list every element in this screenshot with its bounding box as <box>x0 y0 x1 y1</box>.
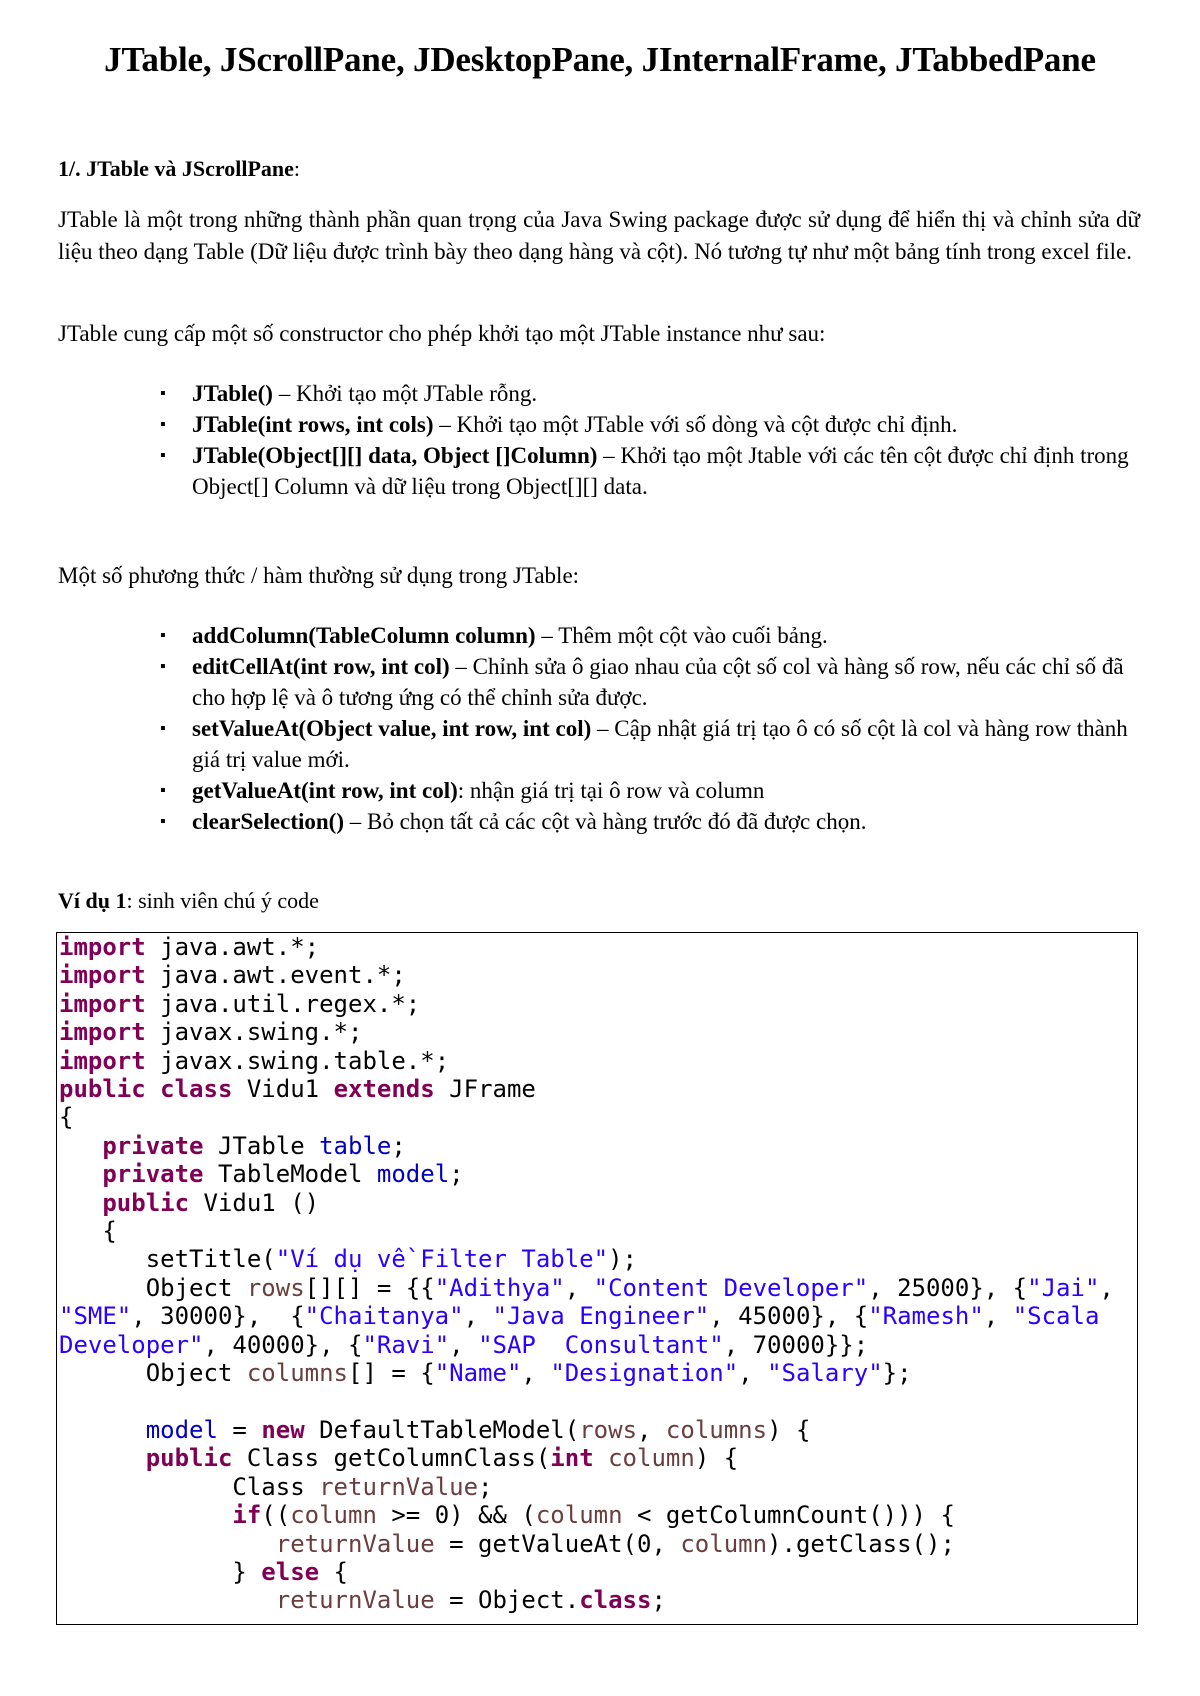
code-token: rows <box>246 1273 305 1302</box>
code-line <box>59 1018 362 1046</box>
section-heading-text: 1/. JTable và JScrollPane <box>58 156 294 181</box>
code-line <box>59 1132 406 1160</box>
methods-intro: Một số phương thức / hàm thường sử dụng trong JTable: <box>58 563 580 588</box>
code-line <box>59 1274 1114 1302</box>
bullet-icon: ▪ <box>160 416 166 433</box>
code-line <box>59 1473 493 1501</box>
bullet-icon: ▪ <box>160 627 166 644</box>
code-token: , <box>1099 1273 1114 1302</box>
example-heading <box>58 888 319 914</box>
code-token <box>59 1189 102 1217</box>
bullet-icon: ▪ <box>160 658 166 675</box>
code-line <box>59 1245 637 1273</box>
code-token: java.util.regex.*; <box>145 989 421 1018</box>
code-token: , <box>449 1330 479 1359</box>
example-label-suffix: : sinh viên chú ý code <box>126 888 319 913</box>
code-token <box>594 1444 608 1472</box>
code-token: Class <box>59 1472 320 1501</box>
code-token: "Chaitanya" <box>304 1302 464 1331</box>
code-token: Class getColumnClass( <box>232 1444 551 1473</box>
code-token: public <box>145 1444 233 1473</box>
code-line <box>59 1558 348 1586</box>
constructor-signature: JTable() <box>192 381 273 406</box>
code-token: = <box>217 1415 262 1444</box>
code-token: rows <box>579 1415 638 1444</box>
code-token: extends <box>333 1075 435 1104</box>
code-token: , <box>983 1302 1013 1331</box>
list-item <box>160 620 1135 651</box>
code-line <box>59 990 420 1018</box>
code-token: { <box>59 1103 74 1132</box>
code-token: column <box>290 1501 377 1530</box>
code-token: column <box>608 1444 695 1473</box>
code-token: import <box>59 961 146 990</box>
code-token: javax.swing.table.*; <box>145 1046 450 1075</box>
constructor-signature: JTable(int rows, int cols) <box>192 412 434 437</box>
code-token: Developer" <box>59 1330 204 1359</box>
code-token: "Name" <box>434 1359 522 1388</box>
code-token: new <box>261 1415 305 1444</box>
code-token: , 25000}, { <box>868 1273 1028 1302</box>
code-token: = Object. <box>434 1586 580 1615</box>
code-line <box>59 1160 464 1188</box>
code-token: setTitle( <box>59 1245 276 1274</box>
intro-paragraph: JTable là một trong những thành phần quan trọng của Java Swing package được sử dụng để hiển thị và chỉnh sửa dữ liệu theo dạng Table (Dữ liệu được trình bày theo dạng hàng và cột). Nó tương tự như một bảng tính trong excel file. <box>58 207 1140 264</box>
bullet-icon: ▪ <box>160 447 166 464</box>
method-description: : nhận giá trị tại ô row và column <box>457 778 765 803</box>
code-token: ) { <box>694 1444 739 1473</box>
section-heading-suffix: : <box>293 156 301 181</box>
code-token <box>59 1416 146 1444</box>
code-token: import <box>59 1018 146 1047</box>
list-item <box>160 440 1135 502</box>
method-description: – Thêm một cột vào cuối bảng. <box>535 623 828 648</box>
code-token <box>59 1132 102 1160</box>
code-token: private <box>102 1131 204 1160</box>
code-line <box>59 1530 955 1558</box>
code-token: { <box>59 1217 117 1246</box>
code-token: { <box>319 1557 348 1586</box>
code-listing <box>57 933 1137 1615</box>
constructor-signature: JTable(Object[][] data, Object []Column) <box>192 443 598 468</box>
methods-list <box>160 620 1135 837</box>
bullet-icon: ▪ <box>160 720 166 737</box>
section-heading <box>58 156 300 182</box>
code-token: returnValue <box>275 1586 435 1615</box>
page-title: JTable, JScrollPane, JDesktopPane, JInternalFrame, JTabbedPane <box>104 40 1096 79</box>
code-line <box>59 1331 868 1359</box>
example-label: Ví dụ 1 <box>58 888 127 913</box>
code-token: = getValueAt(0, <box>434 1529 681 1558</box>
code-block <box>56 932 1138 1624</box>
code-token: columns <box>665 1415 768 1444</box>
code-line <box>59 1189 319 1217</box>
code-token: int <box>550 1444 594 1473</box>
code-token: ).getClass(); <box>767 1529 955 1558</box>
code-token: java.awt.event.*; <box>145 961 406 990</box>
bullet-icon: ▪ <box>160 782 166 799</box>
code-token: (( <box>261 1501 291 1530</box>
code-token: column <box>680 1529 768 1558</box>
code-token: TableModel <box>203 1160 377 1189</box>
code-token: "Content Developer" <box>593 1273 869 1302</box>
code-token <box>146 1075 160 1103</box>
code-line <box>59 933 319 961</box>
code-token: column <box>535 1501 623 1530</box>
code-token: model <box>145 1415 218 1444</box>
method-description: – Chỉnh sửa ô giao nhau của cột số col và hàng số row, nếu các chỉ số đã cho hợp lệ và ô tương ứng có thể chỉnh sửa được. <box>192 654 1124 710</box>
code-line <box>59 1586 666 1614</box>
code-token: import <box>59 1046 146 1075</box>
code-token: [] = { <box>348 1359 435 1388</box>
code-token: "SAP Consultant" <box>478 1330 724 1359</box>
code-token: Object <box>59 1273 247 1302</box>
constructor-description: – Khởi tạo một JTable rỗng. <box>272 381 538 406</box>
method-signature: getValueAt(int row, int col) <box>192 778 458 803</box>
code-token: ; <box>449 1160 464 1189</box>
code-token <box>59 1530 276 1558</box>
code-token: , 70000}}; <box>723 1330 869 1359</box>
code-token: "Designation" <box>550 1359 739 1388</box>
code-token: class <box>579 1586 652 1615</box>
code-line <box>59 1444 738 1472</box>
code-token: "Salary" <box>767 1359 883 1388</box>
code-token: ; <box>651 1586 666 1615</box>
code-token: "Adithya" <box>434 1273 565 1302</box>
code-line <box>59 1501 955 1529</box>
list-item <box>160 713 1135 775</box>
code-token: ); <box>608 1245 637 1274</box>
code-token <box>59 1501 232 1529</box>
code-token: [][] = {{ <box>304 1273 435 1302</box>
code-token: public <box>102 1188 190 1217</box>
code-token: , <box>463 1302 493 1331</box>
code-token: } <box>59 1557 262 1586</box>
code-line <box>59 1217 117 1245</box>
code-line <box>59 1416 810 1444</box>
code-token: import <box>59 933 146 961</box>
code-token: , 45000}, { <box>709 1302 869 1331</box>
code-token: ; <box>391 1131 406 1160</box>
code-token: "Jai" <box>1027 1273 1100 1302</box>
code-token: DefaultTableModel( <box>304 1415 580 1444</box>
code-token: public <box>59 1075 146 1104</box>
code-token: class <box>160 1075 233 1104</box>
code-token: , 30000}, { <box>131 1302 305 1331</box>
code-token: Vidu1 <box>232 1075 334 1104</box>
code-token: >= 0) && ( <box>376 1501 536 1530</box>
method-description: – Cập nhật giá trị tạo ô có số cột là col và hàng row thành giá trị value mới. <box>192 716 1128 772</box>
code-line <box>59 1103 73 1131</box>
code-token: model <box>376 1160 450 1189</box>
bullet-icon: ▪ <box>160 385 166 402</box>
code-token <box>59 1586 276 1614</box>
code-line <box>59 1047 449 1075</box>
code-block-bottom-border <box>56 1624 1138 1625</box>
code-token: JFrame <box>434 1075 536 1104</box>
list-item <box>160 806 1135 837</box>
code-token: ) { <box>767 1415 811 1444</box>
code-token: , <box>738 1359 768 1388</box>
code-token: "Scala <box>1012 1302 1100 1331</box>
constructors-list <box>160 378 1135 502</box>
code-token: Object <box>59 1359 247 1388</box>
method-signature: addColumn(TableColumn column) <box>192 623 536 648</box>
code-token <box>59 1444 146 1472</box>
constructor-description: – Khởi tạo một Jtable với các tên cột được chỉ định trong Object[] Column và dữ liệu trong Object[][] data. <box>192 443 1129 499</box>
code-token: if <box>232 1501 262 1530</box>
method-signature: clearSelection() <box>192 809 344 834</box>
list-item <box>160 775 1135 806</box>
code-line <box>59 1075 536 1103</box>
code-token: , <box>521 1359 551 1388</box>
code-token: returnValue <box>275 1529 435 1558</box>
code-token: < getColumnCount())) { <box>622 1501 955 1530</box>
code-token: returnValue <box>319 1472 479 1501</box>
code-token: javax.swing.*; <box>145 1018 363 1047</box>
list-item <box>160 378 1135 409</box>
code-token: else <box>261 1557 320 1586</box>
code-token: Vidu1 () <box>189 1188 320 1217</box>
code-token: , <box>564 1273 594 1302</box>
code-token: "Ravi" <box>362 1330 450 1359</box>
code-token: , <box>637 1415 666 1444</box>
constructor-description: – Khởi tạo một JTable với số dòng và cột được chỉ định. <box>433 412 958 437</box>
method-signature: setValueAt(Object value, int row, int col) <box>192 716 592 741</box>
code-token: , 40000}, { <box>203 1330 363 1359</box>
list-item <box>160 409 1135 440</box>
code-token: ; <box>478 1472 493 1501</box>
code-token: }; <box>882 1359 912 1388</box>
code-token: table <box>319 1131 392 1160</box>
code-line <box>59 1359 912 1387</box>
code-token: "Ramesh" <box>868 1302 984 1331</box>
constructors-intro: JTable cung cấp một số constructor cho phép khởi tạo một JTable instance như sau: <box>58 321 826 346</box>
bullet-icon: ▪ <box>160 813 166 830</box>
code-token: java.awt.*; <box>145 933 320 961</box>
code-token <box>59 1160 102 1188</box>
code-token: "SME" <box>59 1302 132 1331</box>
method-description: – Bỏ chọn tất cả các cột và hàng trước đó đã được chọn. <box>343 809 867 834</box>
code-line <box>59 961 406 989</box>
list-item <box>160 651 1135 713</box>
code-line <box>59 1302 1099 1330</box>
code-token: JTable <box>203 1131 320 1160</box>
method-signature: editCellAt(int row, int col) <box>192 654 450 679</box>
code-token: columns <box>246 1359 348 1388</box>
code-token: "Ví dụ về Filter Table" <box>275 1245 609 1274</box>
code-token: import <box>59 989 146 1018</box>
code-token: "Java Engineer" <box>492 1302 710 1331</box>
code-token: private <box>102 1160 204 1189</box>
